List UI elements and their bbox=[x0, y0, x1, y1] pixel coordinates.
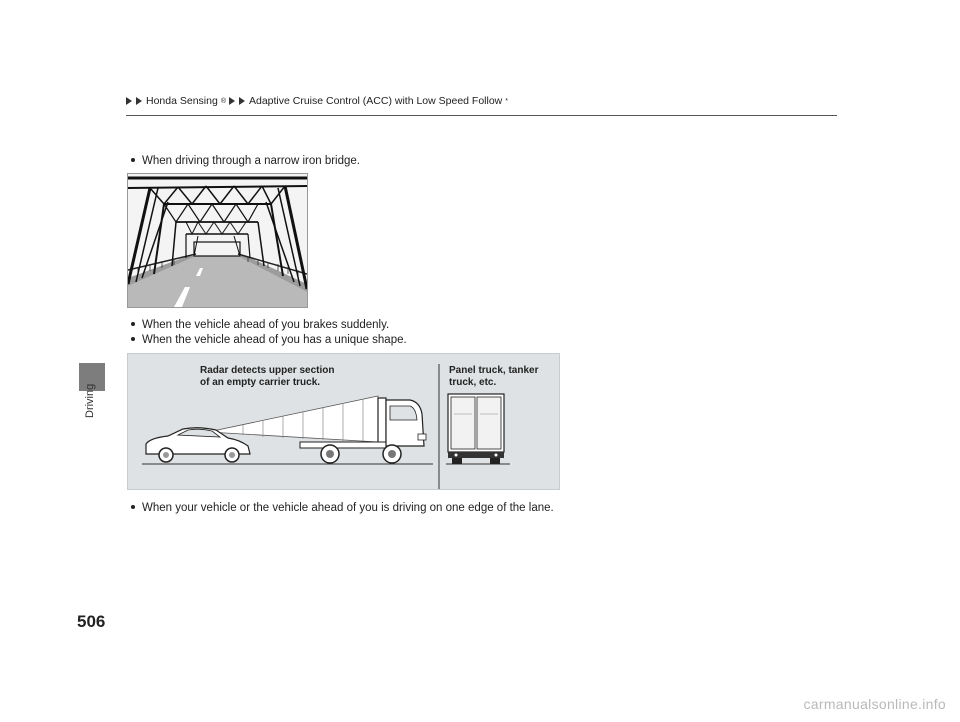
caption-line: truck, etc. bbox=[449, 377, 497, 388]
bullet-dot-icon bbox=[131, 337, 135, 341]
breadcrumb-arrow-icon bbox=[239, 97, 245, 105]
breadcrumb-item-honda-sensing: Honda Sensing bbox=[146, 95, 218, 107]
caption-line: of an empty carrier truck. bbox=[200, 377, 321, 388]
bullet-text: When driving through a narrow iron bridge. bbox=[142, 155, 360, 167]
bullet-text: When your vehicle or the vehicle ahead of you is driving on one edge of the lane. bbox=[142, 502, 554, 514]
section-label: Driving bbox=[84, 383, 96, 418]
diagram-drawing bbox=[128, 354, 559, 489]
bullet-lane-edge bbox=[131, 502, 554, 514]
breadcrumb-arrow-icon bbox=[136, 97, 142, 105]
breadcrumb bbox=[126, 95, 508, 107]
breadcrumb-arrow-icon bbox=[229, 97, 235, 105]
caption-line: Radar detects upper section bbox=[200, 365, 335, 376]
bridge-drawing bbox=[128, 174, 307, 307]
asterisk-mark: * bbox=[505, 97, 508, 105]
bullet-dot-icon bbox=[131, 158, 135, 162]
registered-mark: ® bbox=[220, 97, 226, 105]
iron-bridge-illustration bbox=[127, 173, 308, 308]
radar-truck-diagram bbox=[127, 353, 560, 490]
panel-truck-rear-drawing bbox=[448, 394, 504, 464]
header-rule bbox=[126, 115, 837, 116]
bullet-unique-shape bbox=[131, 334, 407, 346]
bullet-dot-icon bbox=[131, 505, 135, 509]
breadcrumb-arrow-icon bbox=[126, 97, 132, 105]
watermark-text: carmanualsonline.info bbox=[803, 696, 946, 712]
bullet-text: When the vehicle ahead of you has a unique shape. bbox=[142, 334, 407, 346]
bullet-dot-icon bbox=[131, 322, 135, 326]
bullet-sudden-braking bbox=[131, 319, 389, 331]
caption-line: Panel truck, tanker bbox=[449, 365, 539, 376]
page-number: 506 bbox=[77, 612, 106, 631]
bullet-text: When the vehicle ahead of you brakes suddenly. bbox=[142, 319, 390, 331]
breadcrumb-item-acc: Adaptive Cruise Control (ACC) with Low Speed Follow bbox=[248, 95, 503, 107]
bullet-iron-bridge bbox=[131, 155, 360, 167]
